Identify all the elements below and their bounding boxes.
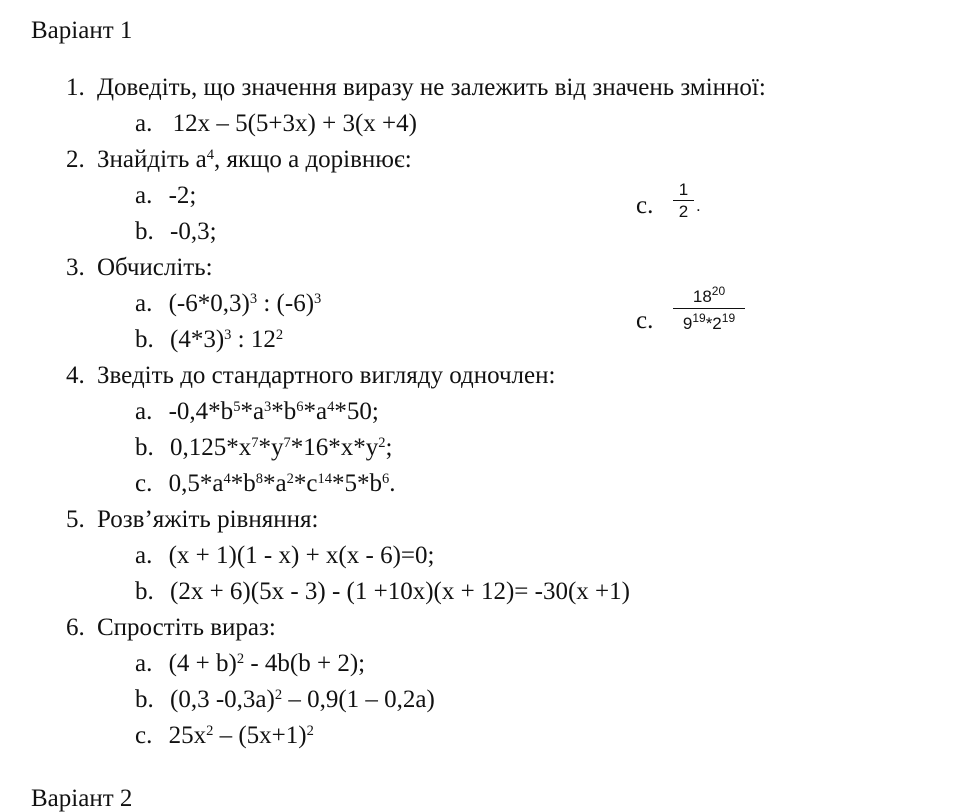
item-label: a. (135, 110, 153, 137)
item-label: b. (135, 434, 154, 461)
task-number: 1. (66, 74, 85, 101)
item-expression: $-0,4*b^5*a^3*b^6*a^4*50$; (168, 398, 379, 425)
task-3-item-c-label: c. (636, 307, 654, 334)
task-4-item-a (135, 399, 379, 424)
item-expression: $0,125*x^7*y^7*16*x*y^2$; (170, 434, 393, 461)
item-expression: (0,3 -0,3a)$^2$ – 0,9(1 – 0,2a) (170, 686, 435, 713)
item-label: b. (135, 326, 154, 353)
task-title: Зведіть до стандартного вигляду одночлен: (97, 362, 556, 389)
item-expression: $(4 + b)^2 - 4b(b + 2)$; (168, 650, 366, 677)
item-label: c. (135, 722, 153, 749)
item-label: a. (135, 398, 153, 425)
item-expression: $(-6*0,3)^3$ : $(-6)^3$ (168, 290, 322, 317)
task-number: 2. (66, 146, 85, 173)
task-4-item-c (135, 471, 395, 496)
task-5-item-b (135, 579, 630, 604)
task-title: Доведіть, що значення виразу не залежить від значень змінної: (97, 74, 766, 101)
task-1-item-a (135, 111, 417, 136)
item-expression: $0,5*a^4*b^8*a^2*c^{14}*5*b^6$. (168, 470, 396, 497)
fraction-numerator: 1 (678, 180, 689, 199)
fraction-suffix: . (696, 196, 701, 215)
item-expression: 12x – 5(5+3x) + 3(x +4) (172, 110, 417, 137)
task-3-item-b (135, 327, 283, 352)
task-6-item-b (135, 687, 435, 712)
next-variant-title: Варіант 2 (31, 785, 133, 812)
item-label: a. (135, 290, 153, 317)
task-4 (66, 363, 555, 388)
item-label: b. (135, 686, 154, 713)
item-label: c. (135, 470, 153, 497)
task-5 (66, 507, 318, 532)
task-2-item-c-fraction (673, 181, 694, 220)
item-label: a. (135, 182, 153, 209)
fraction-denominator: $9^{19}*2^{19}$ (682, 311, 736, 333)
task-title: Знайдіть $a^4$, якщо a дорівнює: (97, 146, 412, 173)
task-title: Спростіть вираз: (97, 614, 276, 641)
fraction-denominator: 2 (678, 202, 689, 221)
fraction-numerator: $18^{20}$ (692, 284, 726, 306)
task-6-item-a (135, 651, 365, 676)
task-3 (66, 255, 213, 280)
variant-title: Варіант 1 (31, 17, 133, 44)
item-label: a. (135, 650, 153, 677)
task-4-item-b (135, 435, 392, 460)
item-expression: -0,3; (170, 218, 217, 245)
task-2 (66, 147, 412, 172)
task-number: 4. (66, 362, 85, 389)
task-number: 6. (66, 614, 85, 641)
item-expression: (2x + 6)(5x - 3) - (1 +10x)(x + 12)= -30(x +1) (170, 578, 630, 605)
task-3-item-a (135, 291, 321, 316)
task-2-item-a (135, 183, 196, 208)
item-expression: -2; (168, 182, 197, 209)
task-number: 5. (66, 506, 85, 533)
item-label: b. (135, 218, 154, 245)
task-2-item-b (135, 219, 217, 244)
item-expression: $25x^2 - (5x+1)^2$ (168, 722, 314, 749)
task-title: Обчисліть: (97, 254, 213, 281)
item-label: b. (135, 578, 154, 605)
item-expression: (x + 1)(1 - x) + x(x - 6)=0; (168, 542, 435, 569)
task-5-item-a (135, 543, 434, 568)
task-6-item-c (135, 723, 314, 748)
item-expression: $(4*3)^3$ : $12^2$ (170, 326, 284, 353)
item-label: a. (135, 542, 153, 569)
task-6 (66, 615, 276, 640)
task-title: Розв’яжіть рівняння: (97, 506, 319, 533)
task-number: 3. (66, 254, 85, 281)
task-1 (66, 75, 766, 100)
task-3-item-c-fraction (673, 284, 745, 333)
task-2-item-c-label: c. (636, 192, 654, 219)
